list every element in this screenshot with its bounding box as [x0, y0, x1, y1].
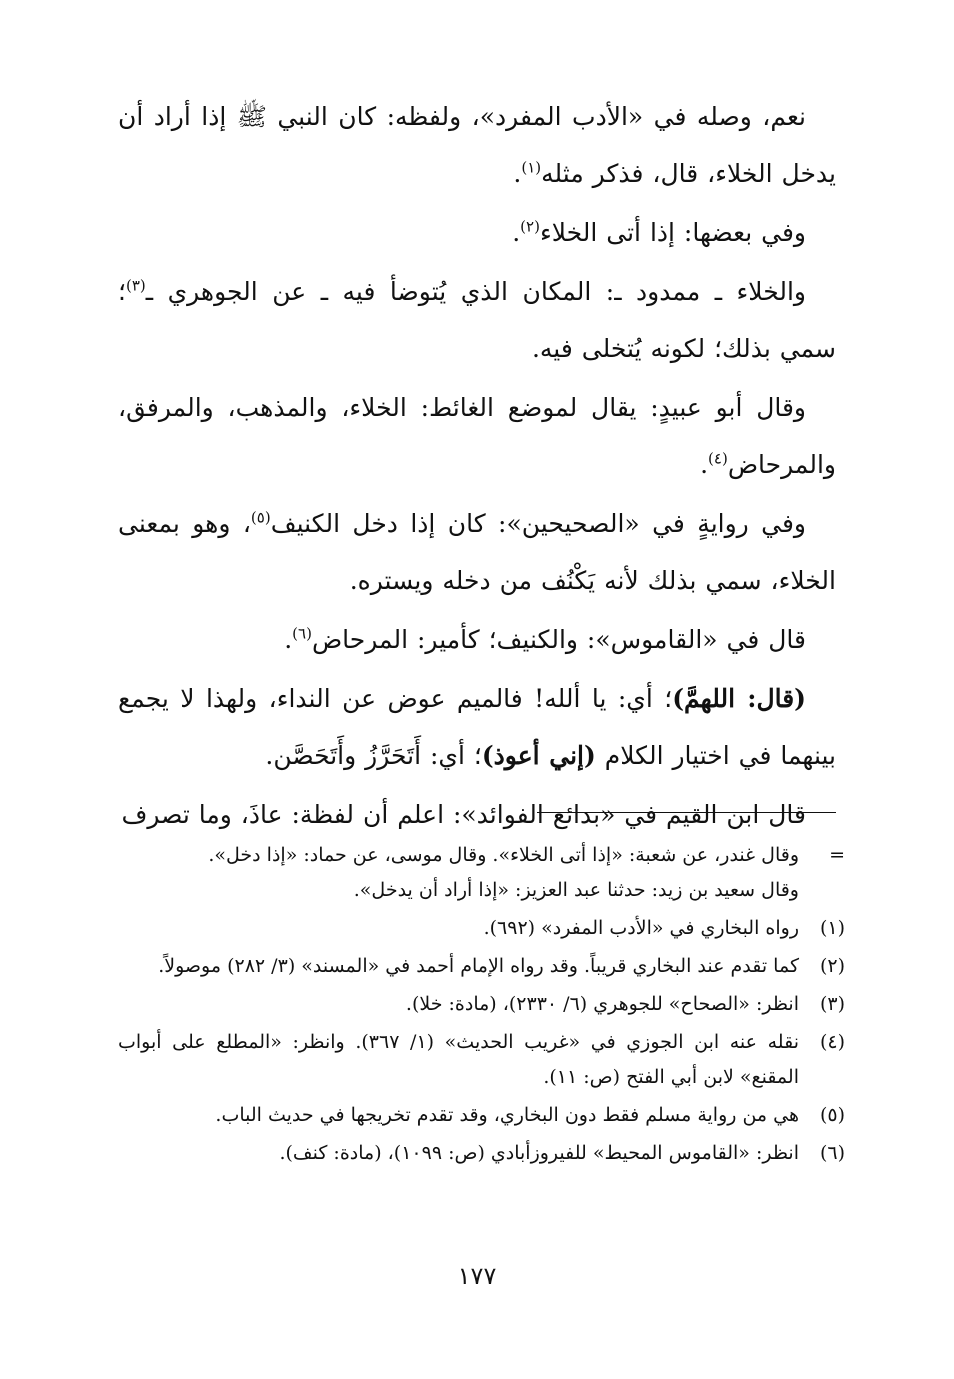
footnote-text: انظر: «الصحاح» للجوهري (٦/ ٢٣٣٠)، (مادة: خلا).	[405, 993, 799, 1015]
footnote-text	[118, 838, 799, 908]
paragraph-text-end: .	[284, 625, 293, 654]
paragraph-text: والخلاء ـ ممدود ـ: المكان الذي يُتوضأ فيه ـ عن الجوهري ـ	[145, 277, 806, 306]
paragraph-text-end: ؛ سمي بذلك؛ لكونه يُتخلى فيه.	[118, 277, 836, 363]
paragraph	[118, 379, 836, 493]
footnote-text: هي من رواية مسلم فقط دون البخاري، وقد تقدم تخريجها في حديث الباب.	[215, 1104, 799, 1126]
footnote-number: (٢)	[819, 955, 845, 977]
footnote-ref: (١)	[521, 158, 542, 177]
footnote-separator	[537, 812, 836, 813]
footnote	[118, 1098, 845, 1133]
paragraph-text-end: ؛ أي: أَتَحَرَّزُ وأَتَحَصَّن.	[265, 741, 482, 770]
footnote-number: =	[829, 844, 845, 866]
paragraph-text: وفي بعضها: إذا أتى الخلاء	[539, 218, 806, 247]
paragraph	[118, 786, 836, 843]
footnote-ref: (٢)	[520, 217, 540, 236]
paragraph-text: قال في «القاموس»: والكنيف؛ كأمير: المرحاض	[311, 625, 806, 654]
footnote-ref: (٤)	[708, 449, 728, 468]
footnote-line: وقال سعيد بن زيد: حدثنا عبد العزيز: «إذا أراد أن يدخل».	[353, 879, 799, 901]
footnote	[118, 838, 845, 908]
footnote-ref: (٣)	[125, 276, 146, 295]
footnote	[118, 987, 845, 1022]
footnote-number: (٣)	[819, 993, 845, 1015]
footnote-text: نقله عنه ابن الجوزي في «غريب الحديث» (١/ ٣٦٧). وانظر: «المطلع على أبواب المقنع» لابن أبي الفتح (ص: ١١).	[118, 1031, 799, 1088]
paragraph	[118, 263, 836, 377]
paragraph	[118, 88, 836, 202]
paragraph-text-end: ، وهو بمعنى الخلاء، سمي بذلك لأنه يَكْنُف من دخله ويستره.	[118, 509, 836, 595]
paragraph-text-end: .	[512, 218, 521, 247]
main-text	[118, 88, 836, 845]
quoted-phrase: (قال: اللهمَّ)	[672, 684, 807, 713]
paragraph-text-end: .	[513, 159, 522, 188]
footnote	[118, 1025, 845, 1095]
footnote	[118, 1136, 845, 1171]
footnote	[118, 911, 845, 946]
paragraph-text: نعم، وصله في «الأدب المفرد»، ولفظه: كان النبي ﷺ إذا أراد أن يدخل الخلاء، قال، فذكر مثله	[118, 102, 836, 188]
footnote-number: (١)	[819, 917, 845, 939]
footnote-ref: (٦)	[292, 624, 312, 643]
page-number: ١٧٧	[457, 1262, 497, 1290]
footnote-ref: (٥)	[250, 508, 271, 527]
paragraph	[118, 611, 836, 668]
footnote-text: كما تقدم عند البخاري قريباً. وقد رواه الإمام أحمد في «المسند» (٣/ ٢٨٢) موصولاً.	[158, 955, 799, 977]
quoted-phrase: (إني أعوذ)	[481, 741, 596, 770]
footnote-number: (٦)	[819, 1142, 845, 1164]
paragraph-text: ؛ أي: يا ألله! فالميم عوض عن النداء، ولهذا لا يجمع بينهما في اختيار الكلام	[118, 684, 836, 770]
paragraph	[118, 670, 836, 784]
paragraph	[118, 204, 836, 261]
footnote-line: وقال غندر، عن شعبة: «إذا أتى الخلاء». وقال موسى، عن حماد: «إذا دخل».	[208, 844, 799, 866]
footnotes	[118, 838, 845, 1174]
paragraph-text: وفي روايةٍ في «الصحيحين»: كان إذا دخل الكنيف	[270, 509, 806, 538]
paragraph-text: وقال أبو عبيدٍ: يقال لموضع الغائط: الخلاء، والمذهب، والمرفق، والمرحاض	[118, 393, 836, 479]
paragraph-text-end: .	[700, 450, 709, 479]
footnote-number: (٥)	[819, 1104, 845, 1126]
footnote	[118, 949, 845, 984]
footnote-text: انظر: «القاموس المحيط» للفيروزأبادي (ص: ١٠٩٩)، (مادة: كنف).	[279, 1142, 799, 1164]
footnote-number: (٤)	[819, 1031, 845, 1053]
paragraph	[118, 495, 836, 609]
paragraph-text: قال ابن القيم في «بدائع الفوائد»: اعلم أن لفظة: عاذَ، وما تصرف	[121, 800, 806, 829]
footnote-text: رواه البخاري في «الأدب المفرد» (٦٩٢).	[483, 917, 799, 939]
